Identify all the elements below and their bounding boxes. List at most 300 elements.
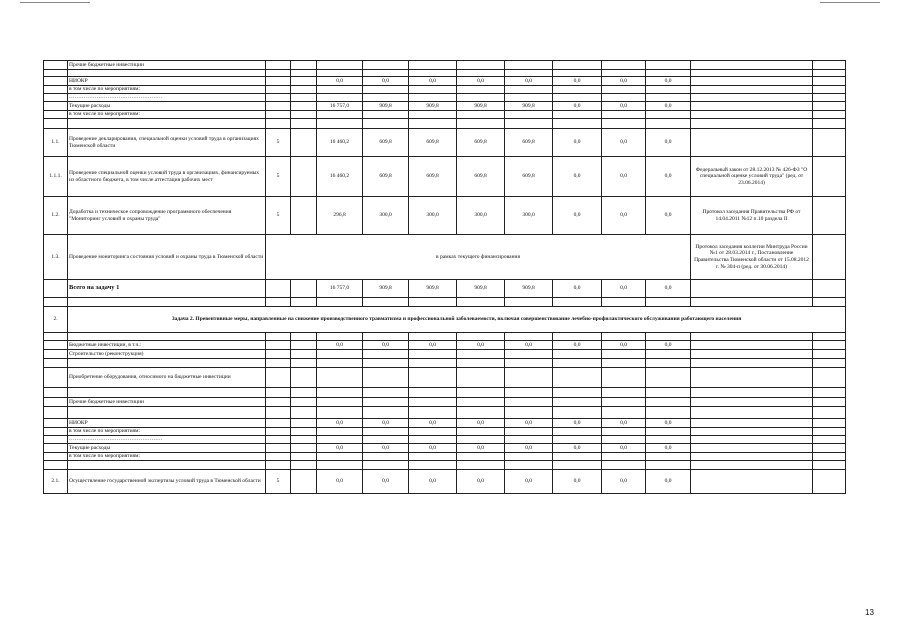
value-cell [363,94,409,102]
value-cell: 0,0 [505,77,553,86]
value-cell: 0,0 [646,280,691,298]
value-cell [646,368,691,388]
value-cell [553,333,602,341]
activity-name-cell: Проведение мониторинга состояния условий и охраны труда в Тюменской области [68,235,266,280]
value-cell: 0,0 [505,419,553,428]
empty-cell [813,157,846,197]
table-row [44,129,846,157]
code-cell [266,388,291,398]
value-cell: 0,0 [553,77,602,86]
value-cell [409,119,457,129]
value-cell: 909,8 [409,280,457,298]
value-cell [602,61,646,70]
value-cell [553,298,602,307]
value-cell [602,111,646,119]
empty-cell [813,129,846,157]
value-cell [505,436,553,444]
row-number-cell [44,350,68,359]
value-cell [457,350,505,359]
table-row [44,119,846,129]
value-cell [505,61,553,70]
value-cell [457,61,505,70]
empty-cell [813,428,846,436]
activity-name-cell: НИОКР [68,77,266,86]
activity-name-cell: в том числе по мероприятиям: [68,111,266,119]
row-number-cell [44,461,68,470]
value-cell: 0,0 [363,77,409,86]
value-cell: 0,0 [602,444,646,453]
empty-cell [813,388,846,398]
value-cell: 0,0 [646,102,691,111]
activity-name-cell: Приобретение оборудования, относимого на бюджетные инвестиции [68,368,266,388]
value-cell [363,70,409,77]
table-row [44,333,846,341]
empty-cell [291,436,317,444]
value-cell [646,350,691,359]
empty-cell [813,102,846,111]
legal-basis-cell [691,341,813,350]
empty-cell [813,333,846,341]
code-cell: 5 [266,157,291,197]
value-cell [409,298,457,307]
financing-note-cell: в рамках текущего финансирования [266,235,691,280]
empty-cell [813,419,846,428]
value-cell [646,388,691,398]
value-cell [602,436,646,444]
value-cell: 16 460,2 [317,129,363,157]
value-cell: 300,0 [409,197,457,235]
value-cell: 300,0 [505,197,553,235]
legal-basis-cell: Федеральный закон от 28.12.2013 № 426-ФЗ "О специальной оценке условий труда" (ред. от 23.06.2014) [691,157,813,197]
empty-cell [813,86,846,94]
value-cell: 0,0 [553,102,602,111]
value-cell [602,359,646,368]
activity-name-cell: в том числе по мероприятиям: [68,86,266,94]
empty-cell [813,94,846,102]
empty-cell [813,119,846,129]
code-cell: 5 [266,129,291,157]
value-cell [646,333,691,341]
code-cell [266,428,291,436]
empty-cell [291,398,317,407]
empty-cell [291,333,317,341]
value-cell: 0,0 [646,157,691,197]
value-cell [457,333,505,341]
value-cell [553,359,602,368]
empty-cell [813,280,846,298]
scan-edge-line [20,2,90,3]
empty-cell [813,197,846,235]
activity-name-cell: Осуществление государственной экспертизы условий труда в Тюменской области [68,470,266,494]
value-cell [363,333,409,341]
value-cell: 16 757,0 [317,280,363,298]
value-cell: 0,0 [646,419,691,428]
value-cell [646,398,691,407]
value-cell: 0,0 [602,197,646,235]
value-cell [553,70,602,77]
value-cell: 0,0 [646,129,691,157]
activity-name-cell [68,70,266,77]
activity-name-cell: Прочие бюджетные инвестиции [68,61,266,70]
value-cell [505,388,553,398]
value-cell [457,461,505,470]
empty-cell [291,428,317,436]
legal-basis-cell [691,70,813,77]
value-cell: 609,8 [363,157,409,197]
activity-name-cell: Строительство (реконструкция) [68,350,266,359]
budget-table [43,60,846,494]
value-cell [409,436,457,444]
row-number-cell [44,333,68,341]
row-number-cell [44,86,68,94]
empty-cell [291,77,317,86]
legal-basis-cell [691,428,813,436]
value-cell: 300,0 [363,197,409,235]
value-cell [505,453,553,461]
value-cell [553,119,602,129]
value-cell [409,388,457,398]
value-cell: 0,0 [646,341,691,350]
value-cell [317,453,363,461]
row-number-cell [44,77,68,86]
activity-name-cell: НИОКР [68,419,266,428]
table-row [44,350,846,359]
table-row [44,235,846,280]
value-cell: 609,8 [457,157,505,197]
value-cell [457,398,505,407]
legal-basis-cell [691,86,813,94]
value-cell [317,111,363,119]
value-cell: 609,8 [505,157,553,197]
code-cell [266,333,291,341]
row-number-cell [44,398,68,407]
activity-name-cell: Текущие расходы [68,444,266,453]
activity-name-cell: …………………………………………… [68,436,266,444]
value-cell: 0,0 [553,444,602,453]
value-cell [363,86,409,94]
value-cell [553,461,602,470]
empty-cell [291,470,317,494]
legal-basis-cell [691,119,813,129]
value-cell [317,94,363,102]
code-cell [266,453,291,461]
row-number-cell: 1.2. [44,197,68,235]
value-cell [646,298,691,307]
value-cell [602,428,646,436]
value-cell [317,298,363,307]
value-cell: 0,0 [317,77,363,86]
value-cell [363,298,409,307]
value-cell [363,436,409,444]
code-cell [266,102,291,111]
value-cell [409,94,457,102]
legal-basis-cell [691,398,813,407]
value-cell [457,428,505,436]
code-cell [266,436,291,444]
value-cell [409,333,457,341]
value-cell [505,86,553,94]
empty-cell [291,359,317,368]
value-cell: 0,0 [363,341,409,350]
legal-basis-cell [691,407,813,419]
table-row [44,157,846,197]
value-cell: 0,0 [553,470,602,494]
empty-cell [813,444,846,453]
value-cell [602,398,646,407]
code-cell [266,94,291,102]
code-cell [266,280,291,298]
row-number-cell [44,280,68,298]
activity-name-cell [68,388,266,398]
table-row [44,94,846,102]
value-cell [553,111,602,119]
value-cell [602,298,646,307]
value-cell [409,461,457,470]
value-cell: 0,0 [602,129,646,157]
value-cell [317,407,363,419]
activity-name-cell: Прочие бюджетные инвестиции [68,398,266,407]
value-cell: 16 757,0 [317,102,363,111]
value-cell [317,428,363,436]
value-cell [363,461,409,470]
value-cell: 0,0 [363,419,409,428]
value-cell [457,368,505,388]
value-cell [317,119,363,129]
legal-basis-cell [691,280,813,298]
value-cell: 609,8 [409,129,457,157]
table-row [44,111,846,119]
value-cell [457,70,505,77]
value-cell: 0,0 [602,157,646,197]
value-cell: 0,0 [505,341,553,350]
activity-name-cell: …………………………………………… [68,94,266,102]
page-number: 13 [865,608,874,617]
code-cell: 5 [266,470,291,494]
empty-cell [291,94,317,102]
code-cell [266,61,291,70]
table-row [44,77,846,86]
code-cell [266,350,291,359]
value-cell [602,453,646,461]
value-cell: 0,0 [602,102,646,111]
value-cell [553,407,602,419]
empty-cell [291,419,317,428]
code-cell [266,359,291,368]
value-cell: 909,8 [505,102,553,111]
row-number-cell: 1.3. [44,235,68,280]
legal-basis-cell [691,368,813,388]
activity-name-cell: Доработка и техническое сопровождение программного обеспечения "Мониторинг условий и охраны труда" [68,197,266,235]
table-row [44,102,846,111]
value-cell: 0,0 [505,444,553,453]
value-cell [363,119,409,129]
table-row [44,407,846,419]
value-cell: 909,8 [363,102,409,111]
value-cell: 0,0 [602,77,646,86]
value-cell: 0,0 [646,444,691,453]
value-cell: 0,0 [646,470,691,494]
value-cell [317,61,363,70]
activity-name-cell [68,461,266,470]
value-cell [457,94,505,102]
table-row [44,398,846,407]
value-cell [505,333,553,341]
table-row [44,388,846,398]
value-cell [457,298,505,307]
value-cell [317,70,363,77]
empty-cell [291,129,317,157]
empty-cell [291,61,317,70]
value-cell [553,94,602,102]
value-cell: 0,0 [457,419,505,428]
empty-cell [813,453,846,461]
empty-cell [291,280,317,298]
value-cell: 0,0 [457,77,505,86]
value-cell [553,61,602,70]
table-row [44,453,846,461]
activity-name-cell [68,407,266,419]
value-cell [317,461,363,470]
empty-cell [291,388,317,398]
code-cell [266,341,291,350]
empty-cell [291,111,317,119]
code-cell [266,119,291,129]
value-cell: 0,0 [457,470,505,494]
empty-cell [813,359,846,368]
row-number-cell [44,453,68,461]
value-cell [317,388,363,398]
value-cell: 0,0 [409,341,457,350]
value-cell [602,333,646,341]
value-cell [505,461,553,470]
value-cell [363,428,409,436]
table-row [44,444,846,453]
value-cell: 0,0 [457,341,505,350]
value-cell [602,368,646,388]
scan-edge-line [820,2,880,3]
code-cell [266,461,291,470]
legal-basis-cell [691,461,813,470]
empty-cell [813,235,846,280]
value-cell: 0,0 [409,444,457,453]
activity-name-cell: Проведение декларирования, специальной оценки условий труда в организациях Тюменской области [68,129,266,157]
value-cell [409,111,457,119]
activity-name-cell: Текущие расходы [68,102,266,111]
code-cell [266,111,291,119]
table-row [44,86,846,94]
value-cell [409,61,457,70]
value-cell [646,436,691,444]
value-cell [409,359,457,368]
table-row [44,419,846,428]
legal-basis-cell [691,61,813,70]
row-number-cell [44,444,68,453]
value-cell: 0,0 [317,419,363,428]
table-row [44,298,846,307]
value-cell [553,453,602,461]
row-number-cell: 1.1. [44,129,68,157]
empty-cell [291,407,317,419]
value-cell [602,461,646,470]
empty-cell [813,77,846,86]
value-cell: 0,0 [409,419,457,428]
value-cell [409,368,457,388]
value-cell: 16 460,2 [317,157,363,197]
code-cell [266,77,291,86]
legal-basis-cell [691,359,813,368]
activity-name-cell: Всего на задачу 1 [68,280,266,298]
legal-basis-cell [691,436,813,444]
value-cell: 0,0 [602,341,646,350]
row-number-cell [44,102,68,111]
legal-basis-cell: Протокол заседания Правительства РФ от 14.04.2011 №12 п.10 раздела II [691,197,813,235]
empty-cell [813,368,846,388]
activity-name-cell: Бюджетные инвестиции, в т.ч.: [68,341,266,350]
value-cell: 0,0 [553,129,602,157]
table-row [44,470,846,494]
row-number-cell [44,419,68,428]
row-number-cell [44,70,68,77]
legal-basis-cell [691,388,813,398]
legal-basis-cell [691,419,813,428]
empty-cell [291,298,317,307]
value-cell: 0,0 [602,470,646,494]
value-cell [317,350,363,359]
legal-basis-cell [691,350,813,359]
empty-cell [813,407,846,419]
table-row [44,307,846,333]
value-cell [602,119,646,129]
value-cell [505,428,553,436]
value-cell [646,428,691,436]
value-cell: 0,0 [457,444,505,453]
value-cell [457,407,505,419]
code-cell [266,368,291,388]
code-cell [266,86,291,94]
row-number-cell [44,94,68,102]
legal-basis-cell [691,102,813,111]
value-cell [646,61,691,70]
empty-cell [813,111,846,119]
row-number-cell [44,298,68,307]
value-cell [505,398,553,407]
activity-name-cell [68,359,266,368]
empty-cell [291,444,317,453]
code-cell [266,407,291,419]
row-number-cell: 2. [44,307,68,333]
value-cell [602,350,646,359]
value-cell [646,453,691,461]
empty-cell [291,102,317,111]
code-cell [266,398,291,407]
value-cell [505,407,553,419]
value-cell [646,119,691,129]
value-cell [363,388,409,398]
value-cell: 609,8 [505,129,553,157]
value-cell [505,119,553,129]
value-cell [409,86,457,94]
empty-cell [291,157,317,197]
value-cell [317,333,363,341]
table-row [44,70,846,77]
code-cell: 5 [266,197,291,235]
row-number-cell [44,111,68,119]
row-number-cell: 2.1. [44,470,68,494]
value-cell [553,350,602,359]
value-cell [363,453,409,461]
value-cell: 609,8 [409,157,457,197]
value-cell [457,359,505,368]
